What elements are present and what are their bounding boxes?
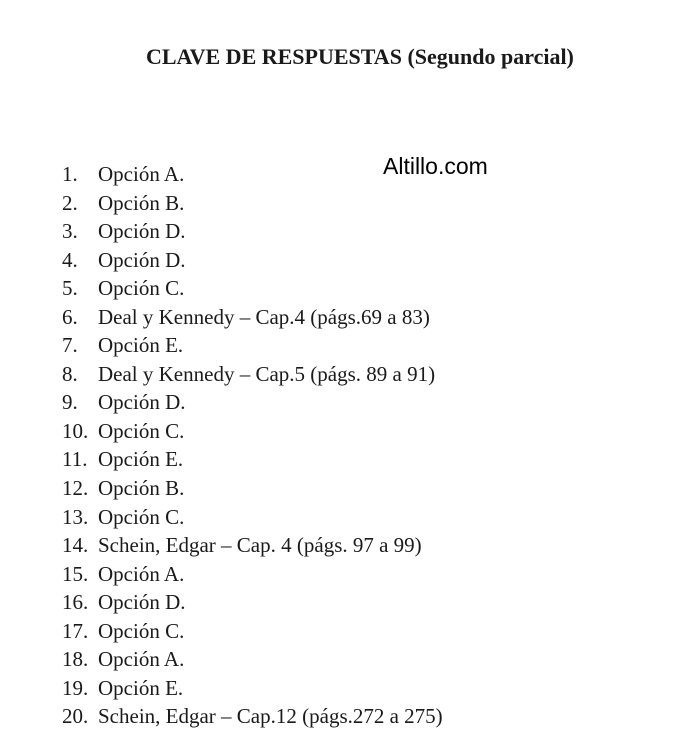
answer-text: Opción B. [98, 476, 185, 501]
answer-number: 10. [62, 418, 89, 443]
answer-item [62, 445, 443, 474]
answer-number: 6. [62, 304, 78, 329]
answer-text: Opción C. [98, 618, 185, 643]
page-title [146, 44, 574, 70]
answer-item [62, 702, 443, 731]
answer-text: Opción E. [98, 675, 184, 700]
answer-text: Opción A. [98, 561, 185, 586]
answer-number: 2. [62, 190, 78, 215]
answer-number: 16. [62, 590, 89, 615]
answer-item [62, 274, 443, 303]
answer-item [62, 331, 443, 360]
answer-text: Opción A. [98, 647, 185, 672]
answer-number: 14. [62, 533, 89, 558]
answer-text: Opción E. [98, 447, 184, 472]
answer-number: 4. [62, 247, 78, 272]
answer-item [62, 303, 443, 332]
answer-item [62, 588, 443, 617]
answer-text: Deal y Kennedy – Cap.5 (págs. 89 a 91) [98, 361, 436, 386]
answer-number: 12. [62, 476, 89, 501]
answer-item [62, 674, 443, 703]
answer-item [62, 360, 443, 389]
answer-text: Opción D. [98, 390, 186, 415]
answer-number: 7. [62, 333, 78, 358]
answer-number: 20. [62, 704, 89, 729]
watermark: Altillo.com [383, 153, 488, 179]
answer-number: 5. [62, 276, 78, 301]
answer-number: 15. [62, 561, 89, 586]
answer-number: 13. [62, 504, 89, 529]
answer-item [62, 217, 443, 246]
answer-item [62, 160, 443, 189]
answer-text: Opción C. [98, 418, 185, 443]
answer-item [62, 503, 443, 532]
answer-text: Opción D. [98, 219, 186, 244]
answer-text: Opción B. [98, 190, 185, 215]
answer-text: Opción C. [98, 504, 185, 529]
answer-number: 17. [62, 618, 89, 643]
answer-item [62, 617, 443, 646]
answer-text: Deal y Kennedy – Cap.4 (págs.69 a 83) [98, 304, 430, 329]
title-main: CLAVE DE RESPUESTAS [146, 44, 402, 69]
answer-item [62, 645, 443, 674]
answer-text: Opción D. [98, 590, 186, 615]
answer-number: 1. [62, 162, 78, 186]
answer-number: 8. [62, 361, 78, 386]
answer-item [62, 388, 443, 417]
answer-number: 19. [62, 675, 89, 700]
answer-item [62, 531, 443, 560]
answer-item [62, 417, 443, 446]
answer-item [62, 246, 443, 275]
answer-number: 3. [62, 219, 78, 244]
answer-list [62, 160, 443, 731]
title-sub: (Segundo parcial) [407, 44, 574, 69]
answer-text: Schein, Edgar – Cap. 4 (págs. 97 a 99) [98, 533, 422, 558]
answer-item [62, 474, 443, 503]
answer-text: Opción D. [98, 247, 186, 272]
answer-number: 11. [62, 447, 88, 472]
answer-text: Opción E. [98, 333, 184, 358]
answer-text: Schein, Edgar – Cap.12 (págs.272 a 275) [98, 704, 443, 729]
answer-text: Opción A. [98, 162, 185, 186]
answer-number: 9. [62, 390, 78, 415]
answer-text: Opción C. [98, 276, 185, 301]
answer-item [62, 189, 443, 218]
answer-number: 18. [62, 647, 89, 672]
answer-item [62, 560, 443, 589]
